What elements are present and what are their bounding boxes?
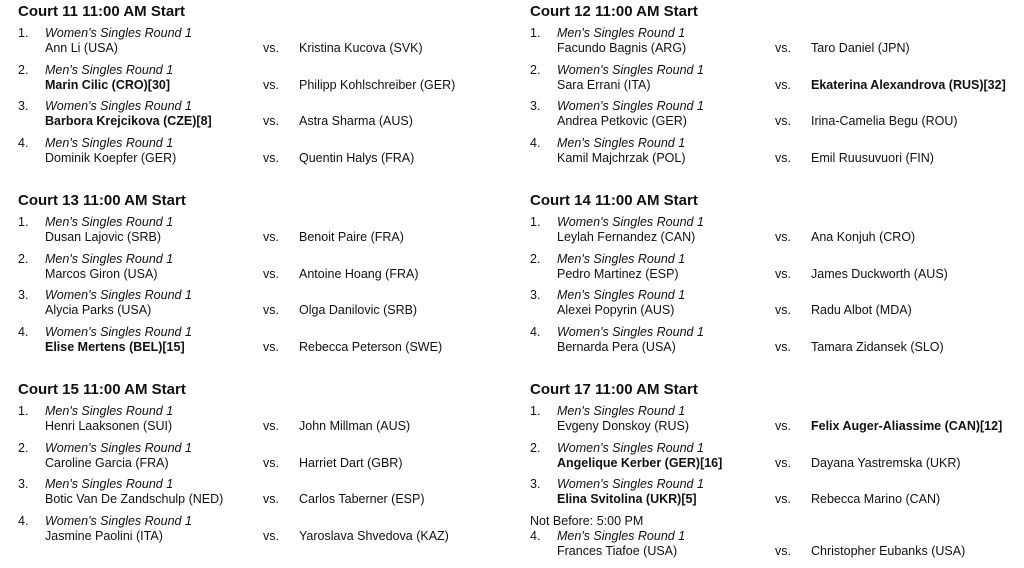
match-row — [18, 325, 513, 362]
versus-label: vs. — [263, 77, 279, 92]
match-number: 4. — [18, 513, 29, 528]
player-two: Ekaterina Alexandrova (RUS)[32] — [811, 77, 1006, 92]
event-name: Men's Singles Round 1 — [45, 135, 174, 150]
event-name: Men's Singles Round 1 — [557, 288, 686, 302]
player-two: Quentin Halys (FRA) — [299, 150, 415, 165]
player-two: Tamara Zidansek (SLO) — [811, 339, 944, 354]
event-name: Women's Singles Round 1 — [45, 440, 192, 455]
event-name: Women's Singles Round 1 — [557, 62, 704, 77]
match-number: 3. — [530, 99, 541, 113]
player-one: Marcos Giron (USA) — [45, 266, 158, 281]
event-name: Men's Singles Round 1 — [557, 404, 686, 418]
match-row — [530, 26, 1024, 63]
versus-label: vs. — [775, 114, 791, 128]
match-number: 4. — [18, 135, 29, 150]
player-one: Caroline Garcia (FRA) — [45, 455, 169, 470]
versus-label: vs. — [775, 303, 791, 317]
player-one: Leylah Fernandez (CAN) — [557, 230, 696, 244]
match-row — [18, 514, 513, 551]
player-one: Dominik Koepfer (GER) — [45, 150, 177, 165]
versus-label: vs. — [263, 230, 279, 244]
versus-label: vs. — [775, 339, 791, 354]
event-name: Women's Singles Round 1 — [45, 288, 192, 302]
event-name: Men's Singles Round 1 — [557, 251, 686, 266]
match-number: 1. — [530, 404, 541, 418]
court-17-section — [530, 381, 1024, 565]
match-row — [530, 404, 1024, 441]
player-one: Angelique Kerber (GER)[16] — [557, 455, 723, 470]
player-two: Antoine Hoang (FRA) — [299, 266, 419, 281]
match-row — [530, 63, 1024, 100]
player-one: Alycia Parks (USA) — [45, 303, 152, 317]
match-row — [18, 26, 513, 63]
player-two: Emil Ruusuvuori (FIN) — [811, 150, 934, 165]
player-two: Philipp Kohlschreiber (GER) — [299, 77, 456, 92]
not-before-note: Not Before: 5:00 PM — [530, 513, 644, 528]
match-row — [18, 288, 513, 325]
match-row — [18, 477, 513, 514]
player-two: Astra Sharma (AUS) — [299, 114, 413, 128]
player-one: Marin Cilic (CRO)[30] — [45, 77, 171, 92]
match-row — [18, 136, 513, 173]
player-two: Kristina Kucova (SVK) — [299, 41, 423, 55]
match-number: 4. — [530, 324, 541, 339]
player-two: Radu Albot (MDA) — [811, 303, 912, 317]
match-row — [18, 99, 513, 136]
player-one: Jasmine Paolini (ITA) — [45, 528, 163, 543]
match-number: 4. — [18, 324, 29, 339]
match-number: 3. — [530, 477, 541, 491]
versus-label: vs. — [263, 528, 279, 543]
match-number: 2. — [18, 440, 29, 455]
versus-label: vs. — [263, 419, 279, 433]
court-title: Court 13 11:00 AM Start — [18, 192, 186, 209]
match-row — [530, 215, 1024, 252]
event-name: Women's Singles Round 1 — [45, 513, 192, 528]
match-number: 3. — [18, 288, 29, 302]
player-one: Elina Svitolina (UKR)[5] — [557, 492, 697, 506]
player-two: Rebecca Marino (CAN) — [811, 492, 941, 506]
match-row — [530, 136, 1024, 173]
event-name: Men's Singles Round 1 — [557, 135, 686, 150]
match-number: 2. — [18, 62, 29, 77]
event-name: Women's Singles Round 1 — [45, 99, 192, 113]
player-two: Carlos Taberner (ESP) — [299, 492, 425, 506]
player-two: Benoit Paire (FRA) — [299, 230, 404, 244]
court-13-section — [18, 192, 513, 361]
match-number: 1. — [18, 215, 29, 229]
match-number: 2. — [530, 251, 541, 266]
match-number: 4. — [530, 528, 541, 543]
event-name: Men's Singles Round 1 — [45, 477, 174, 491]
event-name: Women's Singles Round 1 — [557, 477, 704, 491]
match-row — [530, 477, 1024, 514]
event-name: Women's Singles Round 1 — [45, 26, 192, 40]
match-number: 2. — [530, 440, 541, 455]
event-name: Men's Singles Round 1 — [45, 404, 174, 418]
match-row — [530, 441, 1024, 478]
player-one: Barbora Krejcikova (CZE)[8] — [45, 114, 212, 128]
player-one: Bernarda Pera (USA) — [557, 339, 676, 354]
match-number: 3. — [18, 477, 29, 491]
event-name: Women's Singles Round 1 — [557, 215, 704, 229]
match-row — [530, 99, 1024, 136]
versus-label: vs. — [775, 492, 791, 506]
match-row — [18, 404, 513, 441]
versus-label: vs. — [775, 419, 791, 433]
court-title: Court 15 11:00 AM Start — [18, 381, 186, 398]
player-two: Harriet Dart (GBR) — [299, 455, 403, 470]
versus-label: vs. — [775, 77, 791, 92]
player-one: Sara Errani (ITA) — [557, 77, 651, 92]
match-row — [18, 252, 513, 289]
player-one: Frances Tiafoe (USA) — [557, 543, 678, 558]
match-row — [530, 252, 1024, 289]
versus-label: vs. — [263, 339, 279, 354]
match-row — [530, 529, 1024, 566]
match-row — [18, 63, 513, 100]
versus-label: vs. — [263, 114, 279, 128]
event-name: Men's Singles Round 1 — [45, 62, 174, 77]
player-two: Olga Danilovic (SRB) — [299, 303, 418, 317]
match-number: 1. — [530, 26, 541, 40]
court-15-section — [18, 381, 513, 550]
versus-label: vs. — [263, 303, 279, 317]
court-title: Court 12 11:00 AM Start — [530, 3, 698, 20]
match-number: 3. — [530, 288, 541, 302]
event-name: Women's Singles Round 1 — [45, 324, 192, 339]
event-name: Women's Singles Round 1 — [557, 99, 704, 113]
match-number: 4. — [530, 135, 541, 150]
player-one: Andrea Petkovic (GER) — [557, 114, 687, 128]
match-number: 3. — [18, 99, 29, 113]
player-two: Irina-Camelia Begu (ROU) — [811, 114, 958, 128]
player-one: Elise Mertens (BEL)[15] — [45, 339, 185, 354]
court-14-section — [530, 192, 1024, 361]
match-row — [530, 288, 1024, 325]
player-one: Pedro Martinez (ESP) — [557, 266, 679, 281]
court-title: Court 17 11:00 AM Start — [530, 381, 698, 398]
player-one: Botic Van De Zandschulp (NED) — [45, 492, 224, 506]
match-row — [530, 325, 1024, 362]
versus-label: vs. — [775, 230, 791, 244]
player-one: Henri Laaksonen (SUI) — [45, 419, 173, 433]
player-one: Alexei Popyrin (AUS) — [557, 303, 675, 317]
court-title: Court 11 11:00 AM Start — [18, 3, 185, 20]
match-number: 1. — [18, 404, 29, 418]
match-row — [18, 441, 513, 478]
event-name: Men's Singles Round 1 — [557, 26, 686, 40]
match-number: 2. — [530, 62, 541, 77]
versus-label: vs. — [263, 41, 279, 55]
versus-label: vs. — [263, 492, 279, 506]
player-two: Taro Daniel (JPN) — [811, 41, 910, 55]
player-two: Rebecca Peterson (SWE) — [299, 339, 443, 354]
match-number: 2. — [18, 251, 29, 266]
event-name: Women's Singles Round 1 — [557, 324, 704, 339]
player-two: Dayana Yastremska (UKR) — [811, 455, 961, 470]
match-row — [18, 215, 513, 252]
player-two: Ana Konjuh (CRO) — [811, 230, 916, 244]
player-two: Christopher Eubanks (USA) — [811, 543, 966, 558]
player-two: James Duckworth (AUS) — [811, 266, 948, 281]
player-two: John Millman (AUS) — [299, 419, 411, 433]
player-two: Felix Auger-Aliassime (CAN)[12] — [811, 419, 1003, 433]
event-name: Women's Singles Round 1 — [557, 440, 704, 455]
match-number: 1. — [18, 26, 29, 40]
versus-label: vs. — [263, 150, 279, 165]
court-title: Court 14 11:00 AM Start — [530, 192, 698, 209]
versus-label: vs. — [263, 455, 279, 470]
court-11-section — [18, 3, 513, 172]
player-two: Yaroslava Shvedova (KAZ) — [299, 528, 449, 543]
event-name: Men's Singles Round 1 — [45, 215, 174, 229]
court-12-section — [530, 3, 1024, 172]
versus-label: vs. — [775, 41, 791, 55]
match-number: 1. — [530, 215, 541, 229]
player-one: Facundo Bagnis (ARG) — [557, 41, 687, 55]
player-one: Kamil Majchrzak (POL) — [557, 150, 686, 165]
versus-label: vs. — [775, 455, 791, 470]
versus-label: vs. — [263, 266, 279, 281]
event-name: Men's Singles Round 1 — [557, 528, 686, 543]
event-name: Men's Singles Round 1 — [45, 251, 174, 266]
player-one: Ann Li (USA) — [45, 41, 118, 55]
versus-label: vs. — [775, 150, 791, 165]
player-one: Dusan Lajovic (SRB) — [45, 230, 162, 244]
player-one: Evgeny Donskoy (RUS) — [557, 419, 689, 433]
versus-label: vs. — [775, 543, 791, 558]
versus-label: vs. — [775, 266, 791, 281]
